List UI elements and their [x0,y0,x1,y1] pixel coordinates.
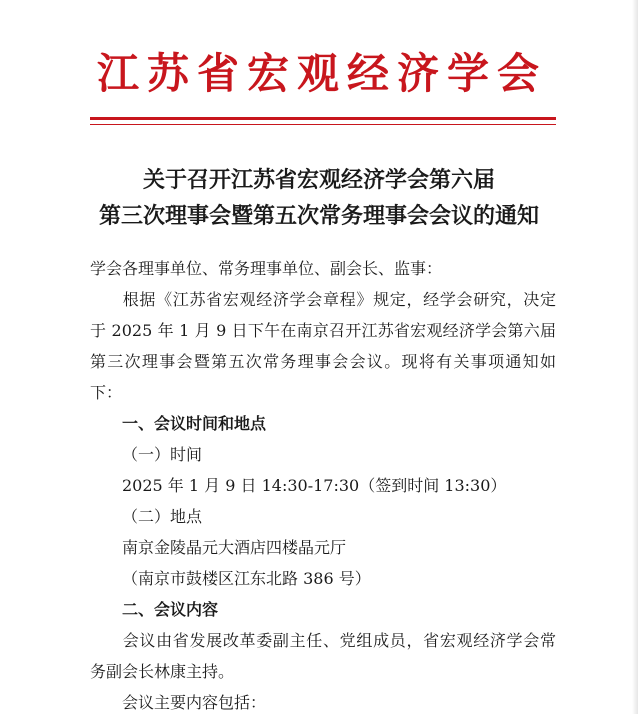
intro-paragraph-line1 [90,289,556,311]
notice-title-line1: 关于召开江苏省宏观经济学会第六届 [142,167,495,193]
host-paragraph-line1 [90,630,556,652]
place-label: （二）地点 [122,507,203,526]
time-value: 2025 年 1 月 9 日 14:30-17:30（签到时间 13:30） [122,476,507,495]
place-address: （南京市鼓楼区江东北路 386 号） [122,569,371,588]
section1-heading: 一、会议时间和地点 [122,414,267,433]
salutation: 学会各理事单位、常务理事单位、副会长、监事： [90,259,443,278]
content-intro: 会议主要内容包括： [122,693,267,712]
time-label: （一）时间 [122,445,203,464]
intro-paragraph-line3: 第三次理事会暨第五次常务理事会会议。现将有关事项通知如 [90,352,556,371]
notice-title-line2: 第三次理事会暨第五次常务理事会会议的通知 [98,203,539,229]
host-text-1: 会议由省发展改革委副主任、党组成员，省宏观经济学会常 [122,631,556,650]
place-value: 南京金陵晶元大酒店四楼晶元厅 [122,538,347,557]
section2-heading: 二、会议内容 [122,600,219,619]
intro-text-1: 根据《江苏省宏观经济学会章程》规定，经学会研究，决定 [122,290,556,309]
org-letterhead: 江苏省宏观经济学会 [96,49,547,98]
host-paragraph-line2: 务副会长林康主持。 [90,662,235,681]
intro-paragraph-line4: 下： [90,383,123,402]
letterhead-rule-thin [90,124,556,125]
intro-paragraph-line2: 于 2025 年 1 月 9 日下午在南京召开江苏省宏观经济学会第六届 [90,321,556,340]
page-edge-shadow [632,0,638,714]
letterhead-rule-thick [90,117,556,120]
